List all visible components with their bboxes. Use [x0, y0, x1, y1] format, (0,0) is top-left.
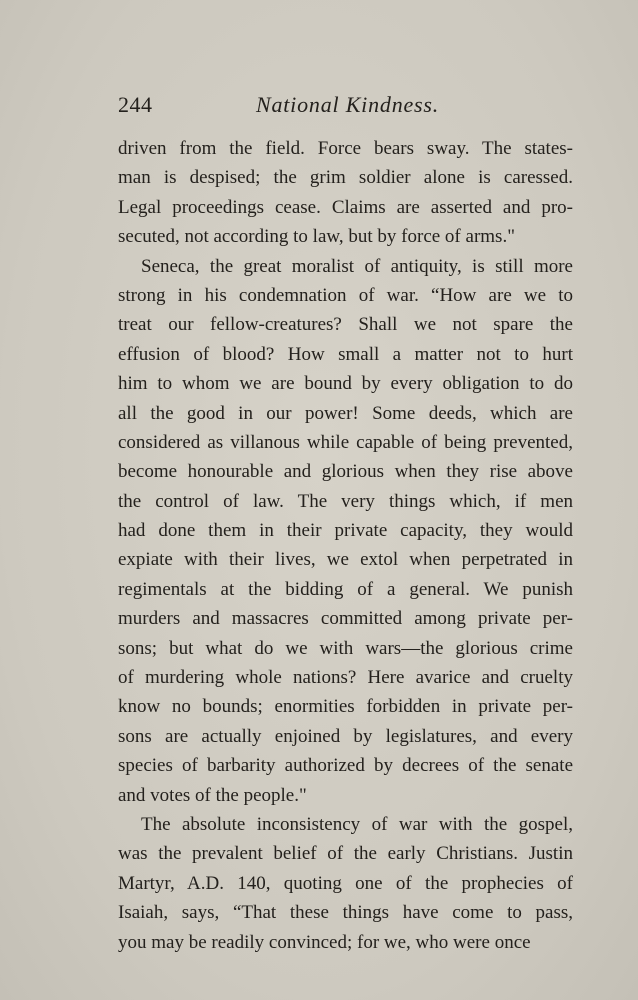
text-line: all the good in our power! Some deeds, which are	[118, 402, 573, 424]
text-line: secuted, not according to law, but by force of arms."	[118, 226, 515, 248]
text-line: sons are actually enjoined by legislatures, and every	[118, 725, 573, 747]
text-line: considered as villanous while capable of being prevented,	[118, 431, 573, 453]
page-number: 244	[118, 92, 153, 117]
text-line: driven from the field. Force bears sway. The states-	[118, 138, 573, 159]
text-line: strong in his condemnation of war. “How are we to	[118, 284, 573, 306]
text-line: him to whom we are bound by every obligation to do	[118, 373, 573, 395]
body-text	[118, 134, 573, 957]
text-line: of murdering whole nations? Here avarice and cruelty	[118, 667, 573, 689]
text-line: Isaiah, says, “That these things have come to pass,	[118, 902, 573, 924]
page-header	[118, 92, 578, 124]
text-line: sons; but what do we with wars—the glorious crime	[118, 637, 573, 659]
text-line: Martyr, A.D. 140, quoting one of the prophecies of	[118, 872, 573, 894]
text-line: become honourable and glorious when they rise above	[118, 461, 573, 483]
text-line: The absolute inconsistency of war with the gospel,	[141, 813, 573, 835]
text-line: Seneca, the great moralist of antiquity, is still more	[141, 255, 573, 277]
text-line: Legal proceedings cease. Claims are asserted and pro-	[118, 196, 573, 218]
text-line: regimentals at the bidding of a general. We punish	[118, 578, 573, 600]
text-line: you may be readily convinced; for we, who were once	[118, 931, 531, 953]
text-line: expiate with their lives, we extol when perpetrated in	[118, 549, 573, 571]
text-line: had done them in their private capacity, they would	[118, 520, 573, 542]
text-line: species of barbarity authorized by decrees of the senate	[118, 755, 573, 777]
text-line: and votes of the people."	[118, 784, 307, 806]
paragraph	[118, 810, 573, 957]
running-head: National Kindness.	[256, 92, 440, 117]
paragraph	[118, 252, 573, 810]
text-line: murders and massacres committed among private per-	[118, 608, 573, 630]
text-line: treat our fellow-creatures? Shall we not spare the	[118, 314, 573, 336]
text-line: man is despised; the grim soldier alone is caressed.	[118, 167, 573, 189]
text-line: was the prevalent belief of the early Christians. Justin	[118, 843, 573, 865]
text-line: know no bounds; enormities forbidden in private per-	[118, 696, 573, 718]
text-line: the control of law. The very things which, if men	[118, 490, 573, 512]
paragraph	[118, 134, 573, 252]
text-line: effusion of blood? How small a matter not to hurt	[118, 343, 573, 365]
